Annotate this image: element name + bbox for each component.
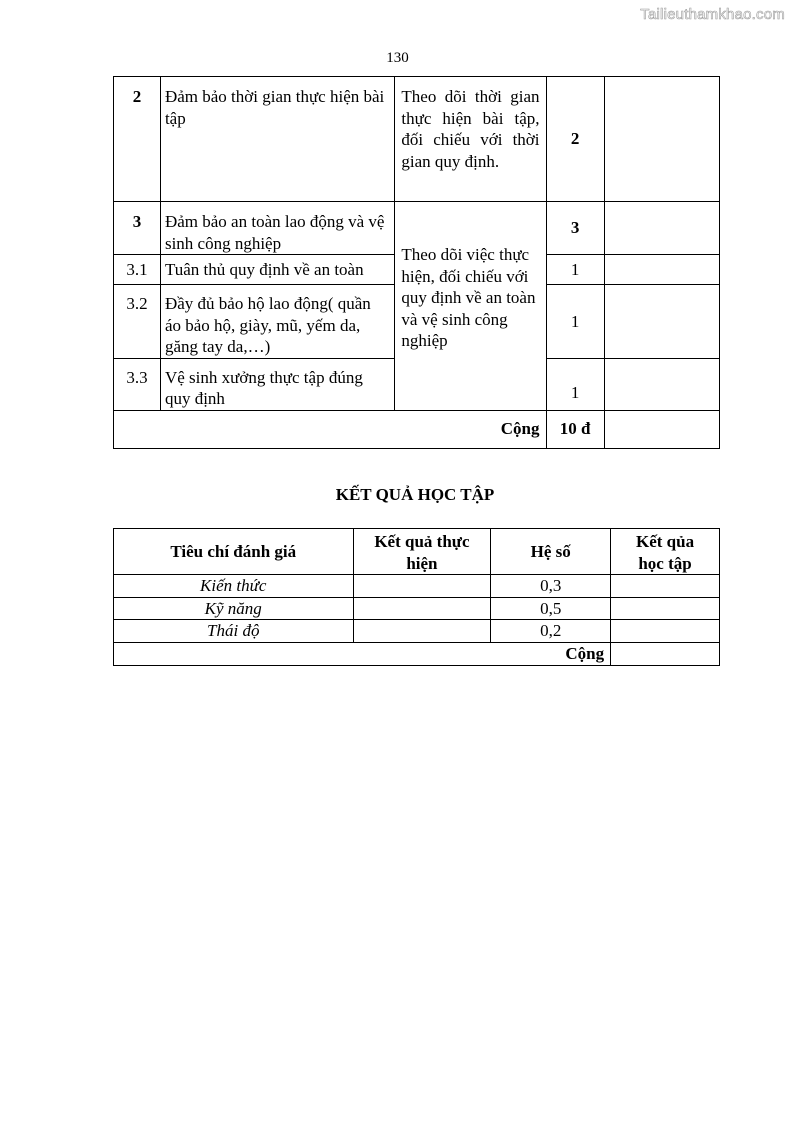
header-result: Kết quả thực hiện [353, 529, 491, 575]
empty-cell [604, 285, 719, 359]
empty-cell [604, 358, 719, 410]
table-row [114, 77, 720, 202]
criterion-text: Đảm bảo an toàn lao động và vệ sinh công nghiệp [160, 202, 394, 255]
row-number: 3.2 [114, 285, 161, 359]
learning-cell [611, 620, 720, 643]
criterion-text: Đầy đủ bảo hộ lao động( quần áo bảo hộ, giày, mũ, yếm da, găng tay da,…) [160, 285, 394, 359]
table-row [114, 620, 720, 643]
criteria-cell: Kỹ năng [114, 597, 354, 620]
total-score: 10 đ [546, 410, 604, 448]
total-label: Cộng [114, 410, 547, 448]
empty-cell [604, 77, 719, 202]
coef-cell: 0,3 [491, 575, 611, 598]
row-number: 3.1 [114, 255, 161, 285]
evaluation-table [113, 76, 720, 449]
criteria-cell: Thái độ [114, 620, 354, 643]
row-number: 3.3 [114, 358, 161, 410]
header-row [114, 529, 720, 575]
coef-cell: 0,2 [491, 620, 611, 643]
row-number: 2 [114, 77, 161, 202]
header-learning: Kết qủa học tập [611, 529, 720, 575]
result-cell [353, 575, 491, 598]
result-cell [353, 597, 491, 620]
section-title: KẾT QUẢ HỌC TẬP [335, 485, 495, 504]
coef-cell: 0,5 [491, 597, 611, 620]
score-cell: 1 [546, 285, 604, 359]
table-row [114, 575, 720, 598]
result-cell [353, 620, 491, 643]
total-row [114, 410, 720, 448]
empty-cell [604, 410, 719, 448]
criterion-text: Tuân thủ quy định về an toàn [160, 255, 394, 285]
score-cell: 3 [546, 202, 604, 255]
score-cell: 2 [546, 77, 604, 202]
empty-cell [604, 255, 719, 285]
score-cell: 1 [546, 255, 604, 285]
learning-cell [611, 597, 720, 620]
header-criteria: Tiêu chí đánh giá [114, 529, 354, 575]
total-row [114, 642, 720, 665]
method-text: Theo dõi thời gian thực hiện bài tập, đối chiếu với thời gian quy định. [395, 77, 546, 202]
watermark: Tailieuthamkhao.com [640, 6, 785, 23]
learning-total-cell [611, 642, 720, 665]
criterion-text: Đảm bảo thời gian thực hiện bài tập [160, 77, 394, 202]
learning-cell [611, 575, 720, 598]
empty-cell [604, 202, 719, 255]
total-label: Cộng [114, 642, 611, 665]
results-table [113, 528, 720, 666]
method-text: Theo dõi việc thực hiện, đối chiếu với quy định về an toàn và vệ sinh công nghiệp [395, 202, 546, 411]
row-number: 3 [114, 202, 161, 255]
header-coef: Hệ số [491, 529, 611, 575]
table-row [114, 597, 720, 620]
score-cell: 1 [546, 358, 604, 410]
page-number: 130 [386, 50, 409, 66]
criteria-cell: Kiến thức [114, 575, 354, 598]
table-row [114, 202, 720, 255]
criterion-text: Vệ sinh xưởng thực tập đúng quy định [160, 358, 394, 410]
